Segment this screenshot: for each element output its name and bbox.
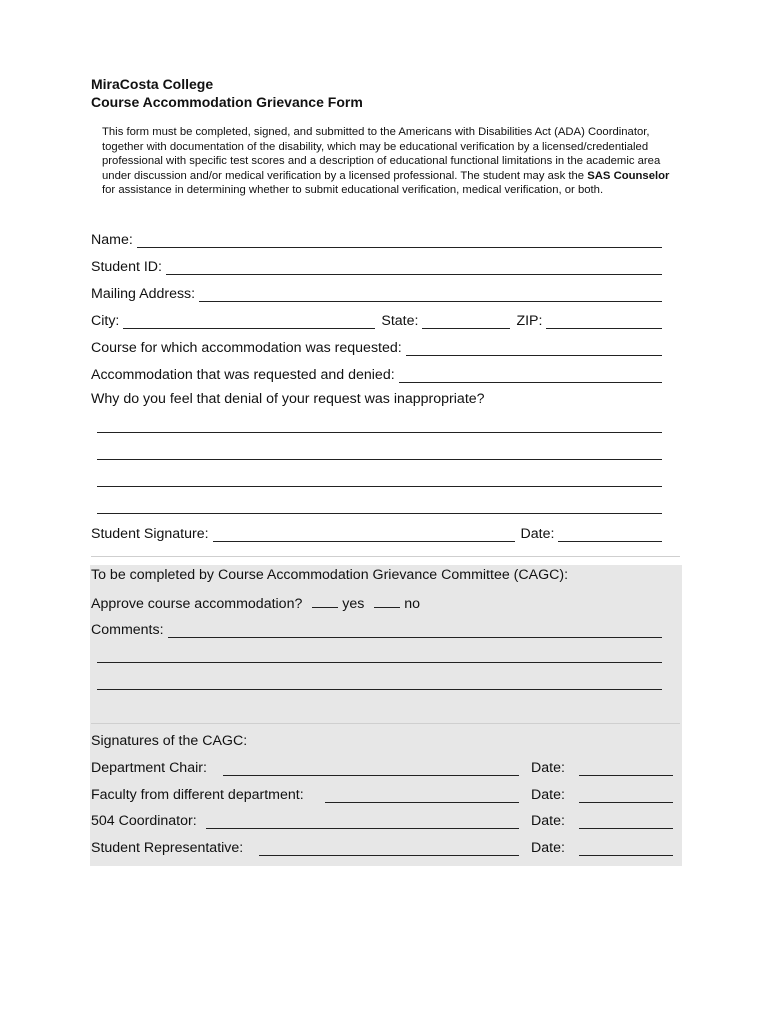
intro-text-end: for assistance in determining whether to submit educational verification, medical verification, or both. bbox=[102, 184, 604, 197]
college-name: MiraCosta College bbox=[91, 76, 214, 92]
signer-date-label: Date: bbox=[531, 787, 565, 803]
student-id-row bbox=[91, 255, 662, 275]
state-label: State: bbox=[381, 313, 419, 329]
signer-date-field[interactable] bbox=[579, 841, 673, 856]
city-label: City: bbox=[91, 313, 120, 329]
accommodation-field[interactable] bbox=[399, 368, 662, 383]
zip-label: ZIP: bbox=[516, 313, 543, 329]
signer-label: Department Chair: bbox=[91, 760, 207, 776]
signer-date-label: Date: bbox=[531, 760, 565, 776]
signer-row-faculty bbox=[91, 785, 673, 805]
intro-paragraph bbox=[102, 125, 682, 198]
approve-label: Approve course accommodation? bbox=[91, 596, 303, 612]
approve-no-blank[interactable] bbox=[374, 593, 400, 608]
name-label: Name: bbox=[91, 232, 133, 248]
signer-date-field[interactable] bbox=[579, 761, 673, 776]
mailing-address-label: Mailing Address: bbox=[91, 286, 196, 302]
student-signature-label: Student Signature: bbox=[91, 526, 209, 542]
student-id-label: Student ID: bbox=[91, 259, 162, 275]
name-row bbox=[91, 228, 662, 248]
signer-date-label: Date: bbox=[531, 813, 565, 829]
signer-signature-field[interactable] bbox=[325, 788, 519, 803]
signer-signature-field[interactable] bbox=[259, 841, 519, 856]
approve-yes-label: yes bbox=[342, 596, 365, 612]
why-answer-line-1[interactable] bbox=[97, 432, 662, 433]
committee-divider bbox=[91, 723, 680, 724]
signer-signature-field[interactable] bbox=[206, 814, 519, 829]
committee-heading: To be completed by Course Accommodation Grievance Committee (CAGC): bbox=[91, 567, 569, 583]
student-signature-field[interactable] bbox=[213, 527, 515, 542]
zip-field[interactable] bbox=[546, 314, 662, 329]
intro-bold-counselor: SAS Counselor bbox=[587, 169, 670, 182]
signer-date-label: Date: bbox=[531, 840, 565, 856]
course-row bbox=[91, 336, 662, 356]
city-state-zip-row bbox=[91, 309, 662, 329]
course-field[interactable] bbox=[406, 341, 662, 356]
signatures-heading: Signatures of the CAGC: bbox=[91, 733, 248, 749]
form-title: Course Accommodation Grievance Form bbox=[91, 94, 363, 110]
city-field[interactable] bbox=[123, 314, 375, 329]
why-answer-line-3[interactable] bbox=[97, 486, 662, 487]
name-field[interactable] bbox=[137, 233, 662, 248]
signer-row-department-chair bbox=[91, 758, 673, 778]
student-date-field[interactable] bbox=[558, 527, 662, 542]
section-divider bbox=[91, 556, 680, 557]
student-signature-row bbox=[91, 522, 662, 542]
course-label: Course for which accommodation was requested: bbox=[91, 340, 402, 356]
comments-line-3[interactable] bbox=[97, 689, 662, 690]
why-answer-line-2[interactable] bbox=[97, 459, 662, 460]
student-date-label: Date: bbox=[520, 526, 555, 542]
approve-yes-blank[interactable] bbox=[312, 593, 338, 608]
signer-row-504-coordinator bbox=[91, 811, 673, 831]
comments-field[interactable] bbox=[168, 623, 662, 638]
signer-label: Faculty from different department: bbox=[91, 787, 304, 803]
comments-line-2[interactable] bbox=[97, 662, 662, 663]
mailing-address-row bbox=[91, 282, 662, 302]
approve-no-label: no bbox=[404, 596, 421, 612]
signer-date-field[interactable] bbox=[579, 788, 673, 803]
signer-date-field[interactable] bbox=[579, 814, 673, 829]
state-field[interactable] bbox=[422, 314, 510, 329]
comments-label: Comments: bbox=[91, 622, 164, 638]
signer-signature-field[interactable] bbox=[223, 761, 519, 776]
why-question: Why do you feel that denial of your request was inappropriate? bbox=[91, 391, 485, 407]
why-answer-line-4[interactable] bbox=[97, 513, 662, 514]
signer-row-student-representative bbox=[91, 838, 673, 858]
signer-label: Student Representative: bbox=[91, 840, 244, 856]
signer-label: 504 Coordinator: bbox=[91, 813, 197, 829]
intro-text-start: This form must be completed, signed, and submitted to the Americans with Disabilities Act (ADA) Coordinator, together with documentation of the disability, which may be educational verification by a licensed/credentialed professional with specific test scores and a description of educational functional limitations in the academic area under discussion and/or medical verification by a licensed professional. The student may ask the bbox=[102, 126, 661, 182]
comments-row bbox=[91, 618, 662, 638]
mailing-address-field[interactable] bbox=[199, 287, 662, 302]
student-id-field[interactable] bbox=[166, 260, 662, 275]
approve-row bbox=[91, 593, 420, 612]
accommodation-label: Accommodation that was requested and denied: bbox=[91, 367, 395, 383]
accommodation-row bbox=[91, 363, 662, 383]
